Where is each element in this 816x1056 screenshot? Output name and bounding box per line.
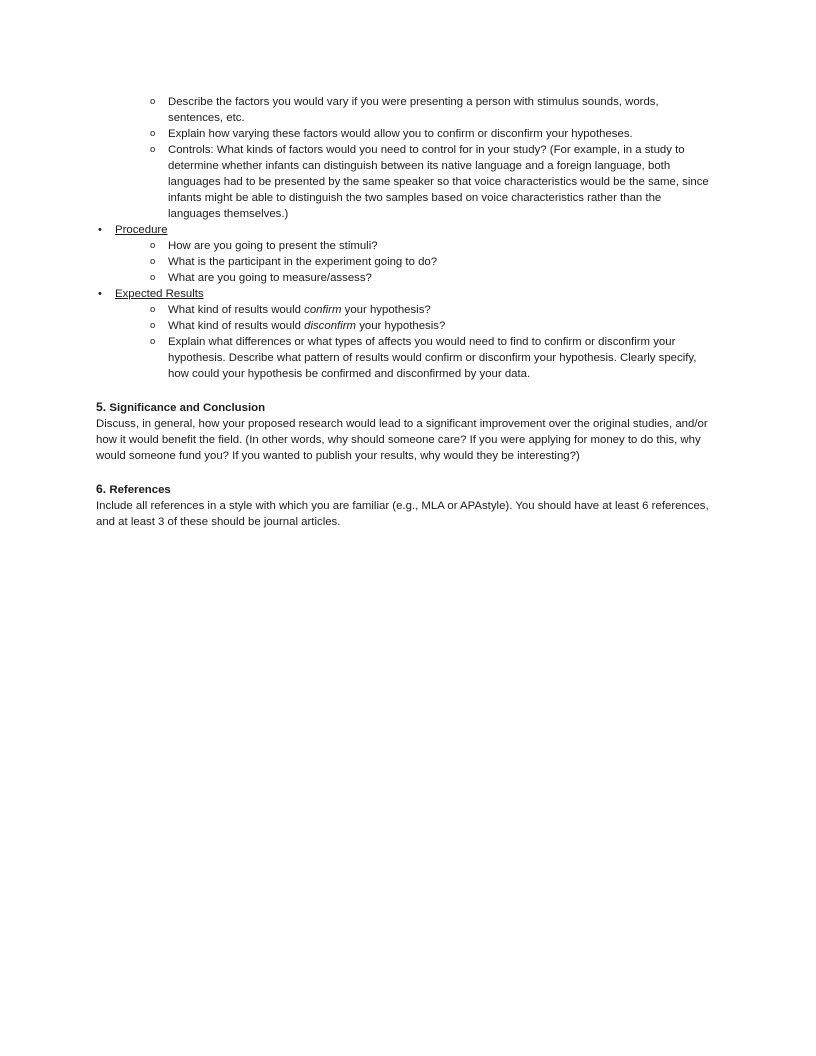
- list-item-text-suffix: your hypothesis?: [356, 320, 446, 332]
- list-item-text: What are you going to measure/assess?: [168, 272, 372, 284]
- list-item-expected-results: [96, 286, 716, 382]
- section-number: 5.: [96, 400, 107, 414]
- emphasis-confirm: confirm: [304, 304, 342, 316]
- list-item: [115, 334, 716, 382]
- main-bullet-list: [96, 222, 716, 382]
- bullet-disc-icon: •: [98, 224, 102, 236]
- list-item: [115, 302, 716, 318]
- bullet-circle-icon: o: [150, 128, 156, 139]
- list-item-text: Describe the factors you would vary if you were presenting a person with stimulus sounds, words, sentences, etc.: [168, 96, 659, 124]
- bullet-circle-icon: o: [150, 256, 156, 267]
- list-item-text: Controls: What kinds of factors would you need to control for in your study? (For example, in a study to determine whether infants can distinguish between its native language and a foreign language, both languages had to be presented by the same speaker so that voice characteristics would be the same, since infants might be able to distinguish the two samples based on voice characteristics rather than the languages themselves.): [168, 144, 709, 220]
- section-title: References: [109, 484, 171, 496]
- emphasis-disconfirm: disconfirm: [304, 320, 357, 332]
- list-item-text: Explain how varying these factors would allow you to confirm or disconfirm your hypotheses.: [168, 128, 633, 140]
- section-body: Include all references in a style with which you are familiar (e.g., MLA or APAstyle). You should have at least 6 references, and at least 3 of these should be journal articles.: [96, 500, 709, 528]
- list-item: [115, 318, 716, 334]
- bullet-circle-icon: o: [150, 320, 156, 331]
- bullet-circle-icon: o: [150, 272, 156, 283]
- list-item-text: Explain what differences or what types of affects you would need to find to confirm or disconfirm your hypothesis. Describe what pattern of results would confirm or disconfirm your hypothesis. Clearly specify, how could your hypothesis be confirmed and disconfirmed by your data.: [168, 336, 697, 380]
- orphan-sublist: [96, 94, 716, 222]
- list-item-text-prefix: What kind of results would: [168, 320, 305, 332]
- list-item: [96, 142, 716, 222]
- list-item-text: What is the participant in the experiment going to do?: [168, 256, 438, 268]
- list-item-text: How are you going to present the stimuli?: [168, 240, 378, 252]
- procedure-sublist: [115, 238, 716, 286]
- bullet-circle-icon: o: [150, 240, 156, 251]
- section-heading: [96, 481, 716, 498]
- list-item: [96, 94, 716, 126]
- section-significance-and-conclusion: [96, 399, 716, 464]
- expected-results-sublist: [115, 302, 716, 382]
- section-number: 6.: [96, 482, 107, 496]
- list-item: [115, 238, 716, 254]
- section-references: [96, 481, 716, 530]
- list-item: [115, 270, 716, 286]
- spacer: [96, 382, 716, 399]
- list-item: [115, 254, 716, 270]
- section-heading: [96, 399, 716, 416]
- list-item-procedure: [96, 222, 716, 286]
- expected-results-heading: Expected Results: [115, 288, 204, 300]
- list-item-text-prefix: What kind of results would: [168, 304, 305, 316]
- bullet-circle-icon: o: [150, 336, 156, 347]
- bullet-circle-icon: o: [150, 144, 156, 155]
- spacer: [96, 464, 716, 481]
- list-item-text-suffix: your hypothesis?: [341, 304, 431, 316]
- bullet-circle-icon: o: [150, 304, 156, 315]
- document-content: [96, 94, 716, 530]
- section-body: Discuss, in general, how your proposed research would lead to a significant improvement over the original studies, and/or how it would benefit the field. (In other words, why should someone care? If you were applying for money to do this, why would someone fund you? If you wanted to publish your results, why would they be interesting?): [96, 418, 708, 462]
- bullet-circle-icon: o: [150, 96, 156, 107]
- procedure-heading: Procedure: [115, 224, 168, 236]
- section-title: Significance and Conclusion: [109, 402, 266, 414]
- bullet-disc-icon: •: [98, 288, 102, 300]
- list-item: [96, 126, 716, 142]
